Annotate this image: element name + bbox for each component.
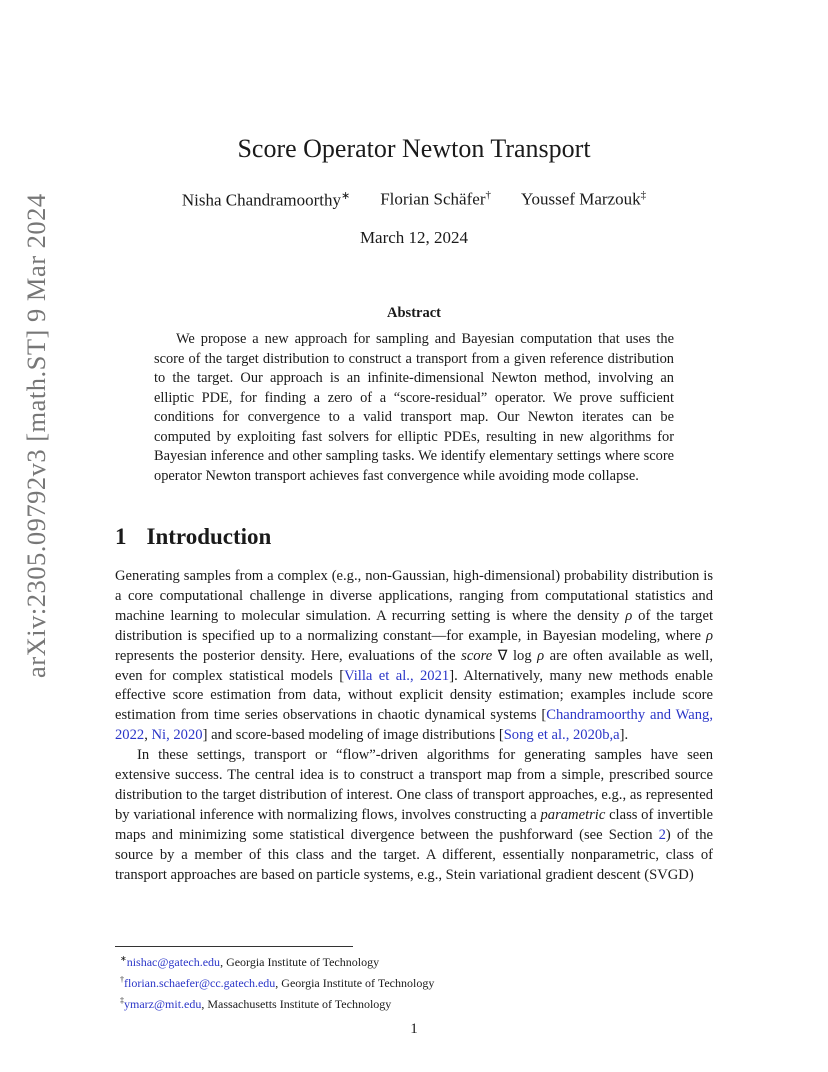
section-number: 1 [115, 524, 127, 549]
text-run: ]. Alternatively, many new methods enable effective score estimation from data, without explicit density estimation; examples include score estimation from time series observations in chaotic dynamical systems [ [115, 667, 713, 724]
footnote-mark: † [120, 975, 124, 984]
section-title: Introduction [146, 524, 272, 549]
citation-link-villa[interactable]: Villa et al., 2021 [344, 667, 450, 684]
footnote-3 [120, 992, 720, 1013]
footnote-divider [115, 946, 353, 947]
emphasis-score: score [461, 647, 493, 664]
text-run: ) of the source by a member of this class and the target. A different, essentially nonparametric, class of transport approaches are based on particle systems, e.g., Stein variational gradient descent (SVGD) [115, 826, 713, 883]
email-link-2[interactable]: florian.schaefer@cc.gatech.edu [124, 976, 276, 990]
footnote-affiliation: , Massachusetts Institute of Technology [201, 997, 392, 1011]
text-run: Generating samples from a complex (e.g., non-Gaussian, high-dimensional) probability distribution is a core computational challenge in diverse applications, ranging from computational statistics and machine learning to molecular simulation. A recurring setting is where the density [115, 568, 713, 624]
citation-link-chandramoorthy[interactable]: Chandramoorthy and Wang, 2022 [115, 707, 713, 744]
body-text [115, 567, 713, 886]
author-name: Florian Schäfer [380, 189, 486, 209]
paragraph-1 [115, 567, 713, 746]
page-number: 1 [410, 1021, 418, 1037]
email-link-3[interactable]: ymarz@mit.edu [124, 997, 202, 1011]
citation-link-song[interactable]: Song et al., 2020b,a [503, 727, 620, 744]
author-list [0, 189, 828, 211]
math-grad-log: ∇ log [492, 647, 538, 664]
citation-link-ni[interactable]: Ni, 2020 [151, 727, 203, 744]
author-1 [182, 189, 350, 211]
arxiv-identifier-stamp: arXiv:2305.09792v3 [math.ST] 9 Mar 2024 [21, 193, 51, 678]
author-3 [521, 189, 646, 211]
emphasis-parametric: parametric [540, 806, 606, 823]
footnote-affiliation: , Georgia Institute of Technology [220, 955, 380, 969]
text-run: ]. [619, 727, 629, 744]
text-run: ] and score-based modeling of image distributions [ [202, 727, 504, 744]
email-link-1[interactable]: nishac@gatech.edu [126, 955, 221, 969]
text-run: class of invertible maps and minimizing some statistical divergence between the pushforward (see Section [115, 806, 713, 843]
paper-title: Score Operator Newton Transport [237, 134, 591, 163]
paper-date: March 12, 2024 [359, 228, 469, 247]
footnote-mark: ∗ [120, 954, 127, 963]
math-rho: ρ [705, 627, 713, 644]
section-ref-link[interactable]: 2 [658, 826, 666, 843]
section-heading [115, 524, 271, 550]
footnote-affiliation: , Georgia Institute of Technology [275, 976, 435, 990]
text-run: are often available as well, even for complex statistical models [ [115, 647, 714, 684]
text-run: represents the posterior density. Here, evaluations of the [115, 647, 462, 664]
abstract-text: We propose a new approach for sampling and Bayesian computation that uses the score of the target distribution to construct a transport from a given reference distribution to the target. Our approach is an infinite-dimensional Newton method, involving an elliptic PDE, for finding a zero of a “score-residual” operator. We prove sufficient conditions for convergence to a valid transport map. Our Newton iterates can be computed by exploiting fast solvers for elliptic PDEs, resulting in new algorithms for Bayesian inference and other sampling tasks. We identify elementary settings where score operator Newton transport achieves fast convergence while avoiding mode collapse. [154, 331, 674, 484]
math-rho: ρ [625, 607, 633, 624]
paragraph-2 [115, 746, 713, 885]
text-run: In these settings, transport or “flow”-driven algorithms for generating samples have seen extensive success. The central idea is to construct a transport map from a simple, prescribed source distribution to the target distribution of interest. One class of transport approaches, e.g., as represented by variational inference with normalizing flows, involves constructing a [115, 747, 713, 823]
text-run: , [144, 727, 152, 744]
author-mark: ∗ [340, 190, 351, 202]
footnote-2 [120, 971, 720, 992]
author-mark: ‡ [640, 189, 647, 201]
author-name: Youssef Marzouk [520, 189, 641, 209]
author-name: Nisha Chandramoorthy [181, 190, 341, 210]
footnote-mark: ‡ [120, 996, 124, 1005]
text-run: of the target distribution is specified up to a normalizing constant—for example, in Bayesian modeling, where [115, 607, 714, 644]
math-rho: ρ [537, 647, 545, 664]
author-mark: † [485, 189, 491, 201]
abstract-heading: Abstract [387, 305, 441, 321]
footnote-1 [120, 950, 720, 971]
footnotes [120, 950, 720, 1013]
author-2 [380, 189, 491, 211]
